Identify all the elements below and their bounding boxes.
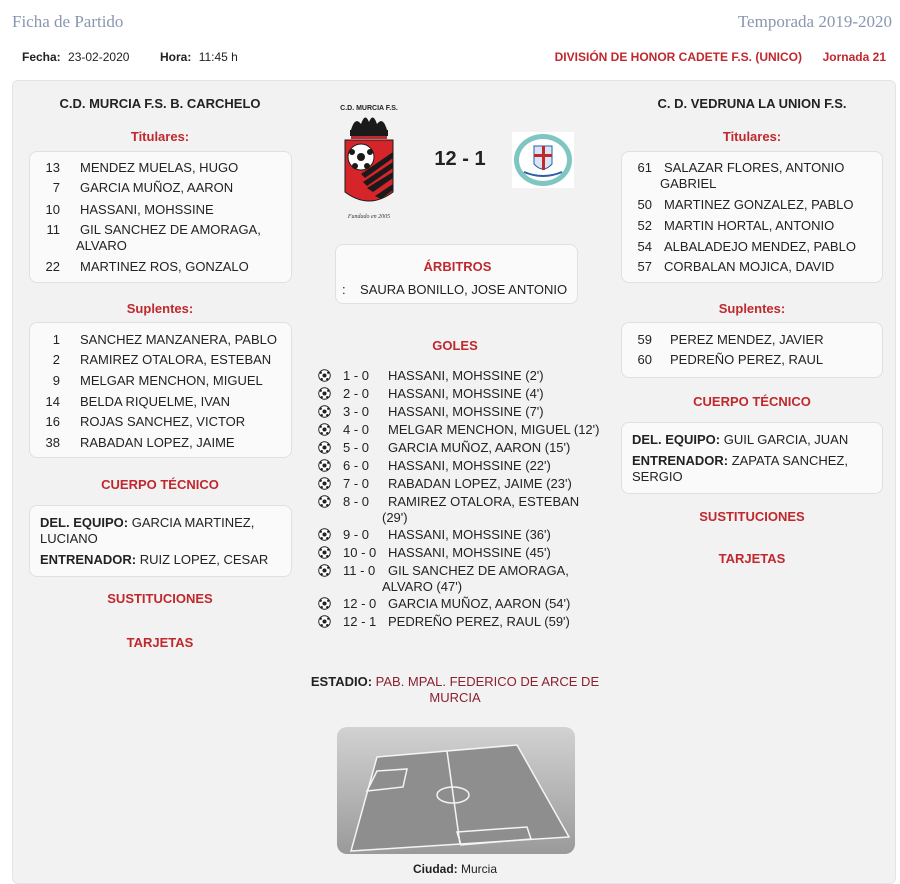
goals-title: GOLES [432, 338, 478, 353]
stadium-label: ESTADIO: [310, 674, 373, 689]
away-team-logo[interactable] [512, 132, 574, 188]
date-label: Fecha: [22, 50, 61, 64]
svg-text:Fundado en 2005: Fundado en 2005 [347, 214, 391, 220]
away-team-name[interactable]: C. D. VEDRUNA LA UNION F.S. [657, 96, 847, 111]
away-substitutions-title: SUSTITUCIONES [699, 509, 805, 524]
soccer-ball-icon [318, 441, 331, 454]
away-coach: ENTRENADOR: ZAPATA SANCHEZ, SERGIO [632, 453, 848, 484]
match-info-bar [0, 50, 900, 68]
stadium-info [300, 674, 610, 706]
page-title: Ficha de Partido [12, 12, 124, 31]
time-field [160, 50, 238, 64]
jornada-link[interactable]: Jornada 21 [822, 50, 886, 64]
referees-box [335, 244, 578, 304]
soccer-ball-icon [318, 597, 331, 610]
pitch-image [337, 727, 575, 854]
away-delegate: DEL. EQUIPO: GUIL GARCIA, JUAN [632, 432, 849, 447]
stadium-name-cont[interactable]: MURCIA [429, 690, 481, 705]
away-crest-icon [512, 132, 574, 188]
time-label: Hora: [160, 50, 192, 64]
home-staff-title: CUERPO TÉCNICO [101, 477, 219, 492]
home-crest-icon [337, 100, 401, 222]
season-label: Temporada 2019-2020 [737, 12, 892, 31]
away-subs-box: 59 PEREZ MENDEZ, JAVIER 60 PEDREÑO PEREZ, RAUL [621, 322, 883, 378]
away-staff-box [621, 422, 883, 494]
home-staff-box [29, 505, 292, 577]
soccer-ball-icon [318, 477, 331, 490]
header-bar [0, 0, 900, 44]
soccer-ball-icon [318, 564, 331, 577]
soccer-ball-icon [318, 387, 331, 400]
home-starters-box: 13 MENDEZ MUELAS, HUGO 7 GARCIA MUÑOZ, AARON 10 HASSANI, MOHSSINE 11 GIL SANCHEZ DE AMORAGA, ALVARO 22 MARTINEZ ROS, GONZALO [29, 151, 292, 283]
soccer-ball-icon [318, 615, 331, 628]
home-subs-title: Suplentes: [126, 301, 194, 316]
soccer-ball-icon [318, 528, 331, 541]
soccer-ball-icon [318, 369, 331, 382]
match-score: 12 - 1 [434, 148, 486, 170]
away-subs-title: Suplentes: [718, 301, 786, 316]
pitch-icon [337, 727, 575, 854]
time-value: 11:45 h [198, 50, 238, 64]
date-value: 23-02-2020 [68, 50, 130, 64]
date-field [22, 50, 129, 64]
home-team-name[interactable]: C.D. MURCIA F.S. B. CARCHELO [59, 96, 261, 111]
soccer-ball-icon [318, 459, 331, 472]
referee-name: : SAURA BONILLO, JOSE ANTONIO [342, 282, 568, 297]
soccer-ball-icon [318, 405, 331, 418]
soccer-ball-icon [318, 546, 331, 559]
home-subs-box: 1 SANCHEZ MANZANERA, PABLO 2 RAMIREZ OTALORA, ESTEBAN 9 MELGAR MENCHON, MIGUEL 14 BELDA RIQUELME, IVAN 16 ROJAS SANCHEZ, VICTOR 38 RABADAN LOPEZ, JAIME [29, 322, 292, 458]
division-link[interactable]: DIVISIÓN DE HONOR CADETE F.S. (UNICO) [554, 50, 802, 64]
home-starters-title: Titulares: [130, 129, 190, 144]
home-cards-title: TARJETAS [126, 635, 194, 650]
soccer-ball-icon [318, 423, 331, 436]
home-substitutions-title: SUSTITUCIONES [107, 591, 213, 606]
home-delegate: DEL. EQUIPO: GARCIA MARTINEZ, LUCIANO [40, 515, 255, 546]
city-label: Ciudad: [412, 862, 458, 876]
home-coach: ENTRENADOR: RUIZ LOPEZ, CESAR [40, 552, 269, 567]
stadium-name[interactable]: PAB. MPAL. FEDERICO DE ARCE DE [375, 674, 600, 689]
referees-title: ÁRBITROS [423, 259, 492, 274]
away-starters-box: 61 SALAZAR FLORES, ANTONIO GABRIEL 50 MARTINEZ GONZALEZ, PABLO 52 MARTIN HORTAL, ANTONIO 54 ALBALADEJO MENDEZ, PABLO 57 CORBALAN MOJICA, DAVID [621, 151, 883, 283]
home-team-logo[interactable] [337, 100, 401, 222]
city-value: Murcia [461, 862, 498, 876]
away-cards-title: TARJETAS [718, 551, 786, 566]
city-info [300, 862, 610, 876]
away-starters-title: Titulares: [722, 129, 782, 144]
away-staff-title: CUERPO TÉCNICO [693, 394, 811, 409]
svg-text:C.D. MURCIA F.S.: C.D. MURCIA F.S. [340, 105, 398, 112]
soccer-ball-icon [318, 495, 331, 508]
